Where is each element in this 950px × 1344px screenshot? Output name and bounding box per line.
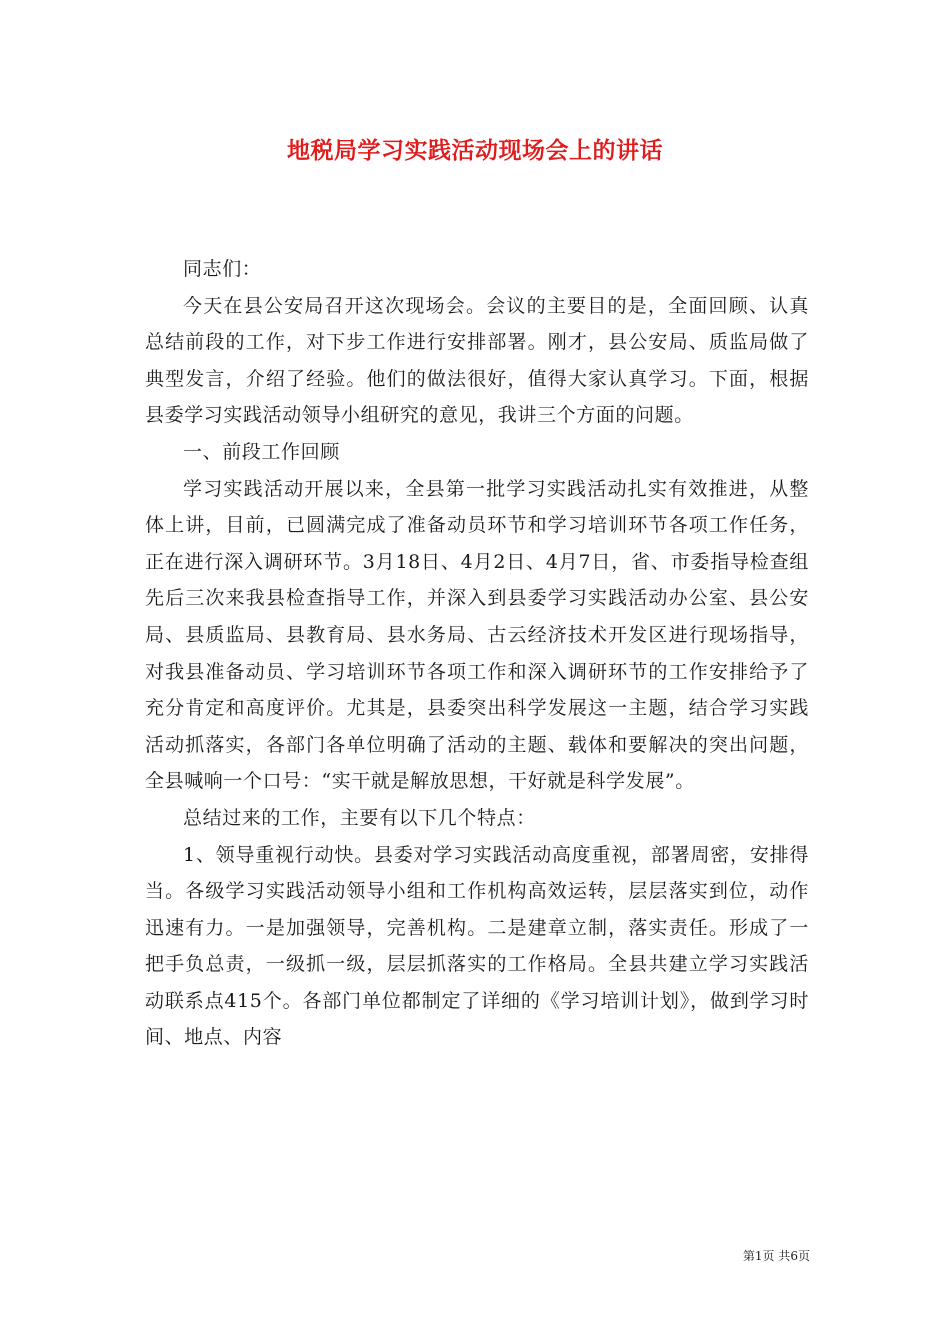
current-page-number: 1 [754,1249,763,1263]
point-one-paragraph: 1、领导重视行动快。县委对学习实践活动高度重视，部署周密，安排得当。各级学习实践活动领导小组和工作机构高效运转，层层落实到位，动作迅速有力。一是加强领导，完善机构。二是建章立制，落实责任。形成了一把手负总责，一级抓一级，层层抓落实的工作格局。全县共建立学习实践活动联系点415个。各部门单位都制定了详细的《学习培训计划》，做到学习时间、地点、内容 [145,843,809,1049]
document-body [145,251,809,1056]
summary-paragraph: 总结过来的工作，主要有以下几个特点： [183,806,536,829]
review-paragraph: 学习实践活动开展以来，全县第一批学习实践活动扎实有效推进，从整体上讲，目前，已圆满完成了准备动员环节和学习培训环节各项工作任务，正在进行深入调研环节。3月18日、4月2日、4月7日，省、市委指导检查组先后三次来我县检查指导工作，并深入到县委学习实践活动办公室、县公安局、县质监局、县教育局、县水务局、古云经济技术开发区进行现场指导，对我县准备动员、学习培训环节各项工作和深入调研环节的工作安排给予了充分肯定和高度评价。尤其是，县委突出科学发展这一主题，结合学习实践活动抓落实，各部门各单位明确了活动的主题、载体和要解决的突出问题，全县喊响一个口号：“实干就是解放思想，干好就是科学发展”。 [145,477,809,793]
section-heading: 一、前段工作回顾 [183,440,340,463]
intro-paragraph: 今天在县公安局召开这次现场会。会议的主要目的是，全面回顾、认真总结前段的工作，对下步工作进行安排部署。刚才，县公安局、质监局做了典型发言，介绍了经验。他们的做法很好，值得大家认真学习。下面，根据县委学习实践活动领导小组研究的意见，我讲三个方面的问题。 [145,294,809,427]
document-title: 地税局学习实践活动现场会上的讲话 [287,137,663,164]
page-label-suffix: 页 [797,1249,810,1263]
page-number-footer [700,1247,810,1264]
total-pages-number: 6 [790,1249,798,1263]
page-label-mid: 页 共 [762,1249,791,1263]
salutation-paragraph: 同志们： [183,258,262,280]
page-label-prefix: 第 [742,1249,755,1263]
